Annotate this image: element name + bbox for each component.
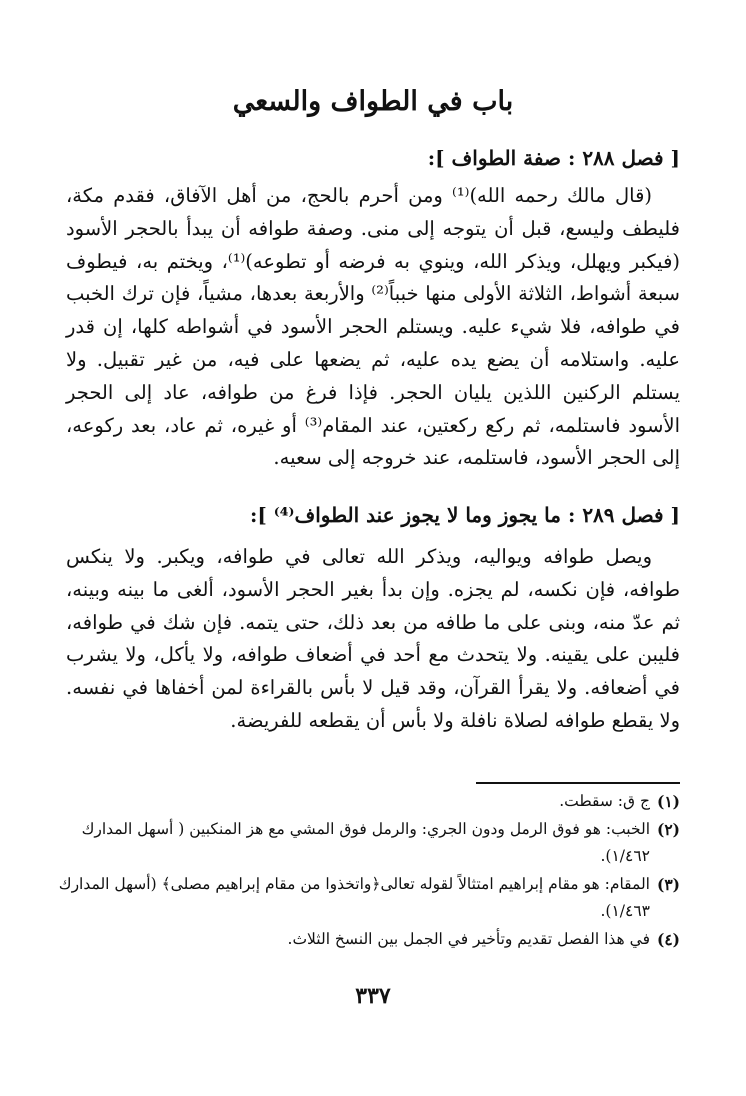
- footnote-text: في هذا الفصل تقديم وتأخير في الجمل بين النسخ الثلاث.: [287, 929, 650, 948]
- footnote-text: الخبب: هو فوق الرمل ودون الجري: والرمل فوق المشي مع هز المنكبين ( أسهل المدارك ١/٤٦٢).: [81, 819, 650, 865]
- section-text-289: ويصل طوافه ويواليه، ويذكر الله تعالى في طوافه، ويكبر. ولا ينكس طوافه، فإن نكسه، لم يجزه. وإن بدأ بغير الحجر الأسود، ألغى ما بينه وبينه، ثم عدّ منه، وبنى على ما طافه من بعد ذلك، حتى يتمه. فإن شك في طوافه، فليبن على يقينه. ولا يتحدث مع أحد في أضعاف طوافه، ولا يأكل، ولا يشرب في أضعافه. ولا يقرأ القرآن، وقد قيل لا بأس بالقراءة لمن أخفاها في نفسه. ولا يقطع طوافه لصلاة نافلة ولا بأس أن يقطعه للفريضة.: [66, 545, 680, 732]
- section-heading-288: [ فصل ٢٨٨ : صفة الطواف ]:: [427, 146, 680, 170]
- footnote-text: ج ق: سقطت.: [559, 792, 650, 810]
- footnote-item: [56, 871, 680, 926]
- footnote-item: [56, 788, 680, 816]
- page-number: ٣٣٧: [355, 983, 391, 1009]
- section-heading-289: [ فصل ٢٨٩ : ما يجوز وما لا يجوز عند الطواف⁽⁴⁾ ]:: [249, 503, 680, 527]
- chapter-title: باب في الطواف والسعي: [232, 86, 514, 117]
- footnote-item: [56, 816, 680, 871]
- footnote-number: (١): [656, 792, 680, 811]
- section-paragraph-289: [66, 541, 680, 738]
- footnote-number: (٤): [656, 929, 680, 949]
- section-text-288: (قال مالك رحمه الله)⁽¹⁾ ومن أحرم بالحج، من أهل الآفاق، فقدم مكة، فليطف وليسع، قبل أن يتوجه إلى منى. وصفة طوافه أن يبدأ بالحجر الأسود (فيكبر ويهلل، ويذكر الله، وينوي به فرضه أو تطوعه)⁽¹⁾، ويختم به، فيطوف سبعة أشواط، الثلاثة الأولى منها خبباً⁽²⁾ والأربعة بعدها، مشياً، فإن ترك الخبب في طوافه، فلا شيء عليه. ويستلم الحجر الأسود في أشواطه كلها، إن قدر عليه. واستلامه أن يضع يده عليه، ثم يضعها على فيه، من غير تقبيل. ولا يستلم الركنين اللذين يليان الحجر. فإذا فرغ من طوافه، عاد إلى الحجر الأسود فاستلمه، ثم ركع ركعتين، عند المقام⁽³⁾ أو غيره، ثم عاد، بعد ركوعه، إلى الحجر الأسود، فاستلمه، عند خروجه إلى سعيه.: [66, 184, 680, 470]
- footnotes: [56, 788, 680, 953]
- footnote-item: [56, 926, 680, 954]
- footnote-number: (٣): [656, 874, 680, 894]
- section-paragraph-288: [66, 180, 680, 475]
- footnote-text: المقام: هو مقام إبراهيم امتثالاً لقوله تعالى﴿واتخذوا من مقام إبراهيم مصلى﴾ (أسهل المدارك ١/٤٦٣).: [58, 874, 650, 920]
- footnote-divider: [476, 782, 680, 784]
- footnote-number: (٢): [656, 819, 680, 839]
